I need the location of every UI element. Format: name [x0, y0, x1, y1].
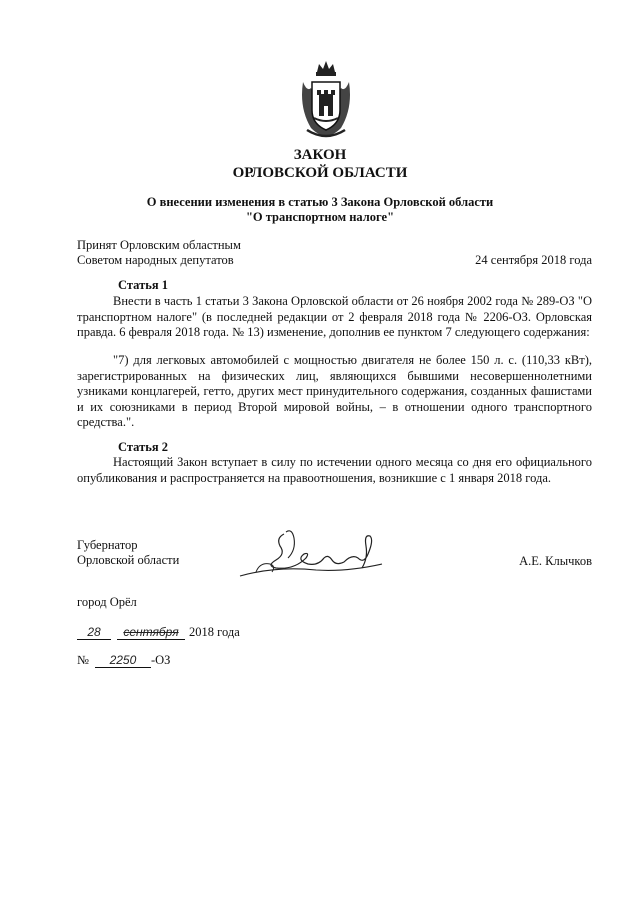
- signing-day-field: 28: [77, 626, 111, 640]
- signatory-position-line2: Орловской области: [77, 553, 180, 567]
- handwritten-signature: [236, 524, 386, 586]
- signatory-position-line1: Губернатор: [77, 538, 138, 552]
- signatory-name: А.Е. Клычков: [519, 554, 592, 568]
- law-subtitle-line2: "О транспортном налоге": [245, 210, 395, 224]
- article1-heading: Статья 1: [118, 278, 168, 292]
- article1-paragraph1: Внести в часть 1 статьи 3 Закона Орловской области от 26 ноября 2002 года № 289-ОЗ "О транспортном налоге" (в последней редакции от 2 февраля 2018 года № 2206-ОЗ. Орловская правда. 6 февраля 2018 года. № 13) изменение, дополнив ее пунктом 7 следующего содержания:: [77, 294, 592, 339]
- law-number: [77, 653, 170, 668]
- law-title: ЗАКОН: [293, 147, 347, 163]
- coat-of-arms-emblem: [297, 58, 355, 138]
- signing-date: [77, 625, 240, 640]
- signing-city: город Орёл: [77, 595, 137, 609]
- law-number-prefix: №: [77, 653, 89, 667]
- law-region-title: ОРЛОВСКОЙ ОБЛАСТИ: [232, 165, 408, 181]
- article2-paragraph1: Настоящий Закон вступает в силу по истечении одного месяца со дня его официального опубликования и распространяется на правоотношения, возникшие с 1 января 2018 года.: [77, 455, 592, 485]
- signing-year: 2018 года: [189, 625, 240, 639]
- adoption-line2: Советом народных депутатов: [77, 253, 234, 267]
- law-number-field: 2250: [95, 654, 151, 668]
- law-subtitle-line1: О внесении изменения в статью 3 Закона Орловской области: [146, 195, 494, 209]
- signatory-position: [77, 538, 179, 568]
- signing-month-field: сентября: [117, 626, 185, 640]
- article2-heading: Статья 2: [118, 440, 168, 454]
- law-number-suffix: -ОЗ: [150, 653, 171, 667]
- adoption-body: [77, 238, 241, 268]
- adoption-line1: Принят Орловским областным: [77, 238, 241, 252]
- article1-paragraph2: "7) для легковых автомобилей с мощностью двигателя не более 150 л. с. (110,33 кВт), зарегистрированных на физических лиц, являющихся бывшими несовершеннолетними узниками концлагерей, гетто, других мест принудительного содержания, созданных фашистами и их союзниками в период Второй мировой войны, – в отношении одного транспортного средства.".: [77, 353, 592, 429]
- adoption-date: 24 сентября 2018 года: [475, 253, 592, 267]
